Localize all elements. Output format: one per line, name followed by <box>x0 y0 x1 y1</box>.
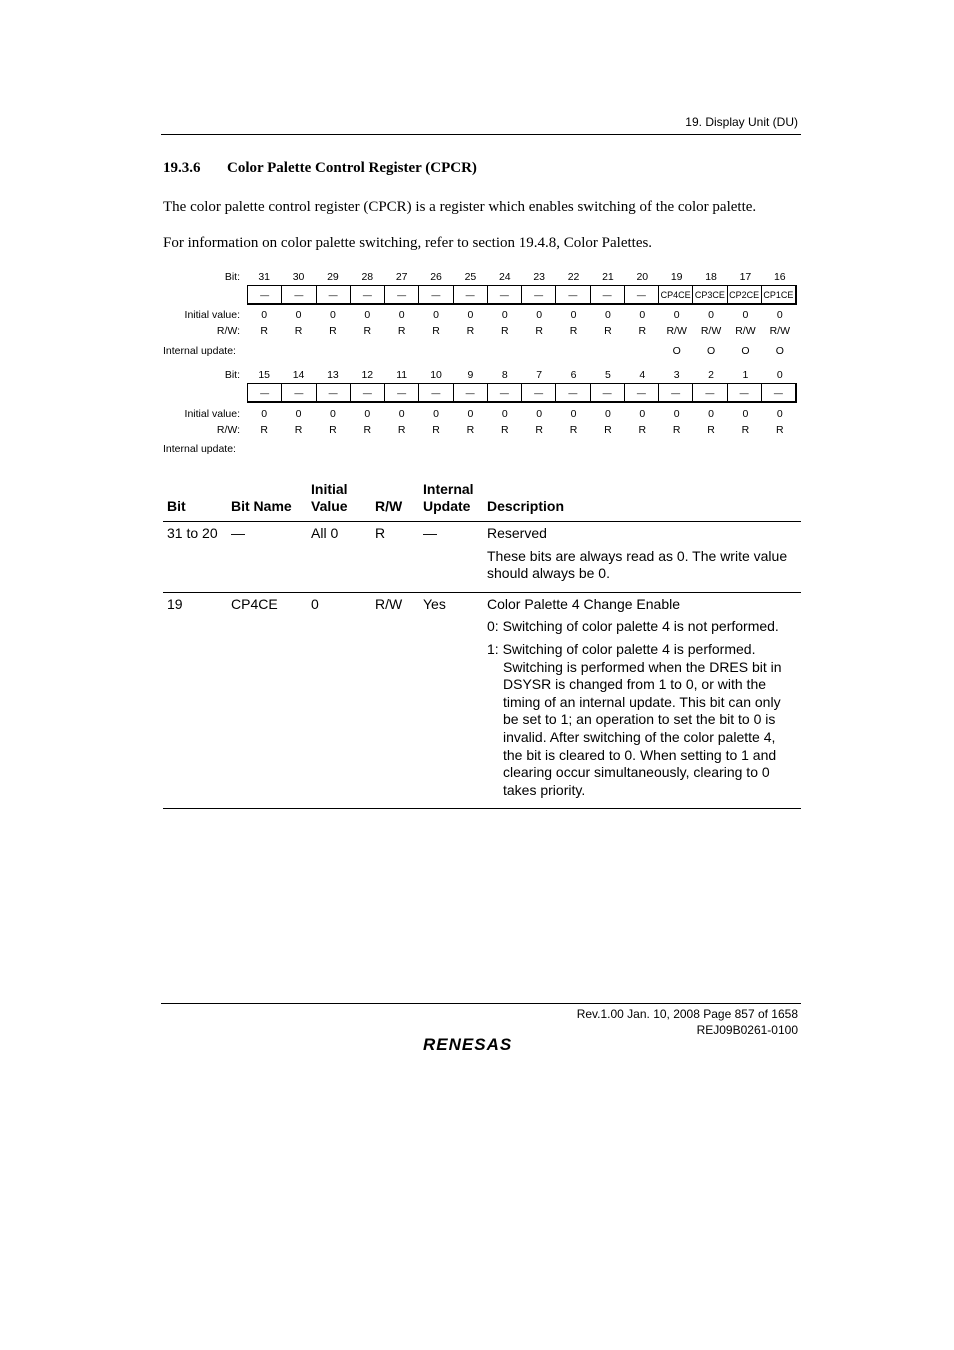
cell-initial: 0 <box>307 592 371 809</box>
update-value <box>488 345 522 357</box>
rw-value: R <box>329 325 337 337</box>
update-value: O <box>706 345 716 357</box>
rw-value: R/W <box>666 325 687 337</box>
upper-update-values <box>247 345 797 357</box>
initial-value: 0 <box>467 408 474 420</box>
description-line: 0: Switching of color palette 4 is not performed. <box>487 618 779 635</box>
initial-value: 0 <box>330 408 336 420</box>
update-value: O <box>775 345 784 357</box>
footer-revision: Rev.1.00 Jan. 10, 2008 Page 857 of 1658 <box>576 1007 798 1021</box>
bit-label: Bit: <box>224 369 240 381</box>
bit-name-cell: — <box>556 384 590 401</box>
section-title: Color Palette Control Register (CPCR) <box>227 160 477 176</box>
reference-paragraph: For information on color palette switching, refer to section 19.4.8, Color Palettes. <box>163 235 653 251</box>
bit-number: 24 <box>498 271 511 283</box>
rw-value: R <box>501 325 509 337</box>
initial-value: 0 <box>639 309 646 321</box>
bit-name-cell: — <box>522 286 556 303</box>
bit-number: 30 <box>292 271 305 283</box>
renesas-logo <box>421 1032 541 1056</box>
table-row <box>163 522 801 593</box>
rw-value: R <box>397 424 406 436</box>
rw-label: R/W: <box>216 424 240 436</box>
cell-rw: R <box>371 522 419 593</box>
rw-value: R <box>604 325 612 337</box>
lower-initial-values <box>247 408 797 420</box>
update-value <box>522 345 556 357</box>
cell-bit: 31 to 20 <box>163 522 227 593</box>
bit-number: 4 <box>639 369 646 381</box>
bit-name-cell: — <box>282 286 316 303</box>
rw-value: R <box>741 424 750 436</box>
initial-value: 0 <box>570 408 577 420</box>
rw-value: R <box>569 424 578 436</box>
bit-name-cell: — <box>659 384 693 401</box>
rw-value: R <box>535 325 543 337</box>
intro-paragraph: The color palette control register (CPCR) is a register which enables switching of the color palette. <box>163 199 757 215</box>
bit-number: 9 <box>467 369 474 381</box>
rw-value: R <box>397 325 406 337</box>
col-bit-name: Bit Name <box>227 478 307 522</box>
section-number: 19.3.6 <box>163 160 201 176</box>
upper-initial-values <box>247 309 797 321</box>
initial-value: 0 <box>742 408 749 420</box>
bit-name-cell: — <box>351 286 385 303</box>
rw-value: R <box>707 424 715 436</box>
rw-value: R <box>294 424 303 436</box>
bit-number: 20 <box>636 271 649 283</box>
bit-name-cell: — <box>728 384 762 401</box>
bit-name-cell: CP1CE <box>763 289 794 300</box>
bit-number: 6 <box>570 369 577 381</box>
col-description: Description <box>483 478 801 522</box>
internal-update-label: Internal update: <box>163 443 236 455</box>
bit-number: 13 <box>327 369 339 381</box>
bit-number: 21 <box>602 271 614 283</box>
bit-number: 27 <box>395 271 408 283</box>
bit-label: Bit: <box>224 271 240 283</box>
initial-value: 0 <box>433 408 439 420</box>
bit-number: 8 <box>501 369 508 381</box>
rw-value: R <box>604 424 612 436</box>
initial-value: 0 <box>673 309 680 321</box>
rw-label: R/W: <box>216 325 240 337</box>
initial-value-label: Initial value: <box>184 408 240 420</box>
rw-value: R <box>260 424 268 436</box>
cell-initial: All 0 <box>307 522 371 593</box>
update-value <box>385 345 419 357</box>
bit-number: 5 <box>605 369 611 381</box>
update-value <box>591 345 625 357</box>
update-value <box>281 345 315 357</box>
section-heading <box>163 160 477 177</box>
initial-value: 0 <box>398 309 405 321</box>
footer-rule <box>161 1003 801 1004</box>
bit-name-cell: — <box>454 286 488 303</box>
initial-value: 0 <box>330 309 336 321</box>
rw-value: R <box>535 424 543 436</box>
initial-value-label: Initial value: <box>184 309 240 321</box>
col-initial-value: Initial Value <box>307 478 371 522</box>
bit-number: 22 <box>567 271 580 283</box>
initial-value: 0 <box>536 309 543 321</box>
internal-update-label: Internal update: <box>163 345 236 357</box>
bit-number: 29 <box>327 271 339 283</box>
bit-name-cell: — <box>419 286 453 303</box>
bit-number: 10 <box>430 369 442 381</box>
col-rw: R/W <box>371 478 419 522</box>
cell-bit-name: — <box>227 522 307 593</box>
footer-doc-number: REJ09B0261-0100 <box>696 1023 798 1037</box>
initial-value: 0 <box>605 309 611 321</box>
update-value <box>419 345 453 357</box>
initial-value: 0 <box>364 309 371 321</box>
initial-value: 0 <box>295 309 302 321</box>
initial-value: 0 <box>261 408 268 420</box>
bit-number: 17 <box>739 271 752 283</box>
col-bit: Bit <box>163 478 227 522</box>
bit-number: 11 <box>396 369 408 381</box>
initial-value: 0 <box>776 309 783 321</box>
update-value <box>625 345 659 357</box>
lower-bit-numbers <box>247 369 797 381</box>
rw-value: R <box>363 424 372 436</box>
rw-value: R/W <box>700 325 722 337</box>
rw-value: R <box>776 424 784 436</box>
initial-value: 0 <box>536 408 543 420</box>
bit-name-cell: — <box>693 384 727 401</box>
rw-value: R <box>569 325 578 337</box>
bit-number: 3 <box>673 369 680 381</box>
cell-bit-name: CP4CE <box>227 592 307 809</box>
rw-value: R <box>363 325 372 337</box>
bit-name-cell: — <box>488 286 522 303</box>
bit-name-cell: — <box>556 286 590 303</box>
rw-value: R <box>432 325 440 337</box>
initial-value: 0 <box>708 408 714 420</box>
update-value <box>453 345 487 357</box>
rw-value: R <box>260 325 268 337</box>
bit-name-cell: — <box>282 384 316 401</box>
initial-value: 0 <box>398 408 405 420</box>
update-value <box>556 345 590 357</box>
description-line: 1: Switching of color palette 4 is performed. Switching is performed when the DRES bit in DSYSR is changed from 1 to 0, or with the timing of an internal update. This bit can only be set to 1; an operation to set the bit to 0 is invalid. After switching of the color palette 4, the bit is cleared to 0. When setting to 1 and clearing occur simultaneously, clearing to 0 takes priority. <box>487 640 782 798</box>
bit-description-table <box>163 478 801 809</box>
rw-value: R <box>638 325 647 337</box>
update-value: O <box>672 345 681 357</box>
bit-number: 14 <box>292 369 305 381</box>
header-rule <box>161 134 801 135</box>
bit-number: 31 <box>258 271 271 283</box>
lower-rw-values <box>247 424 797 436</box>
bit-number: 12 <box>361 369 374 381</box>
initial-value: 0 <box>501 408 508 420</box>
update-value <box>350 345 384 357</box>
initial-value: 0 <box>261 309 268 321</box>
bit-name-cell: — <box>625 286 659 303</box>
table-header-row <box>163 478 801 522</box>
bit-number: 16 <box>773 271 786 283</box>
rw-value: R <box>466 424 475 436</box>
description-line: Color Palette 4 Change Enable <box>487 595 681 612</box>
bit-name-cell: — <box>351 384 385 401</box>
update-value <box>247 345 281 357</box>
rw-value: R <box>294 325 303 337</box>
initial-value: 0 <box>639 408 646 420</box>
running-header: 19. Display Unit (DU) <box>685 115 798 129</box>
lower-bit-names <box>247 383 797 403</box>
bit-name-cell: — <box>248 384 282 401</box>
initial-value: 0 <box>776 408 783 420</box>
initial-value: 0 <box>364 408 371 420</box>
rw-value: R <box>501 424 509 436</box>
initial-value: 0 <box>295 408 302 420</box>
bit-number: 0 <box>776 369 783 381</box>
rw-value: R/W <box>735 325 756 337</box>
col-internal-update: Internal Update <box>419 478 483 522</box>
cell-update: Yes <box>419 592 483 809</box>
logo-text: RENESAS <box>423 1035 513 1054</box>
update-value: O <box>741 345 750 357</box>
bit-name-cell: — <box>385 286 419 303</box>
bit-number: 7 <box>536 369 543 381</box>
initial-value: 0 <box>673 408 680 420</box>
initial-value: 0 <box>605 408 611 420</box>
description-line: Reserved <box>487 525 547 541</box>
bit-name-cell: — <box>317 286 351 303</box>
update-value <box>316 345 350 357</box>
bit-name-cell: — <box>385 384 419 401</box>
initial-value: 0 <box>433 309 439 321</box>
bit-name-cell: — <box>625 384 659 401</box>
rw-value: R <box>672 424 681 436</box>
bit-name-cell: — <box>419 384 453 401</box>
bit-name-cell: CP2CE <box>728 286 762 303</box>
initial-value: 0 <box>467 309 474 321</box>
bit-number: 1 <box>742 369 749 381</box>
cell-update: — <box>419 522 483 593</box>
bit-name-cell: — <box>591 384 625 401</box>
bit-number: 19 <box>670 271 683 283</box>
rw-value: R <box>329 424 337 436</box>
initial-value: 0 <box>570 309 577 321</box>
table-row <box>163 592 801 809</box>
bit-name-cell: — <box>248 286 282 303</box>
rw-value: R/W <box>769 325 791 337</box>
cell-description <box>483 522 801 593</box>
bit-name-cell: — <box>591 286 625 303</box>
bit-number: 25 <box>464 271 477 283</box>
bit-name-cell: CP3CE <box>693 286 727 303</box>
initial-value: 0 <box>742 309 749 321</box>
bit-number: 26 <box>430 271 442 283</box>
bit-name-cell: — <box>522 384 556 401</box>
rw-value: R <box>466 325 475 337</box>
bit-number: 28 <box>361 271 374 283</box>
bit-name-cell: — <box>773 387 783 398</box>
bit-number: 23 <box>533 271 546 283</box>
bit-number: 18 <box>705 271 717 283</box>
upper-bit-names <box>247 285 797 305</box>
upper-rw-values <box>247 325 797 337</box>
initial-value: 0 <box>501 309 508 321</box>
cell-rw: R/W <box>371 592 419 809</box>
description-line: These bits are always read as 0. The write value should always be 0. <box>487 547 788 582</box>
upper-bit-numbers <box>247 271 797 283</box>
cell-bit: 19 <box>163 592 227 809</box>
bit-name-cell: — <box>488 384 522 401</box>
bit-name-cell: — <box>317 384 351 401</box>
initial-value: 0 <box>708 309 714 321</box>
bit-name-cell: CP4CE <box>659 286 693 303</box>
bit-name-cell: — <box>454 384 488 401</box>
rw-value: R <box>638 424 647 436</box>
rw-value: R <box>432 424 440 436</box>
cell-description <box>483 592 801 809</box>
bit-number: 2 <box>708 369 714 381</box>
bit-number: 15 <box>258 369 271 381</box>
